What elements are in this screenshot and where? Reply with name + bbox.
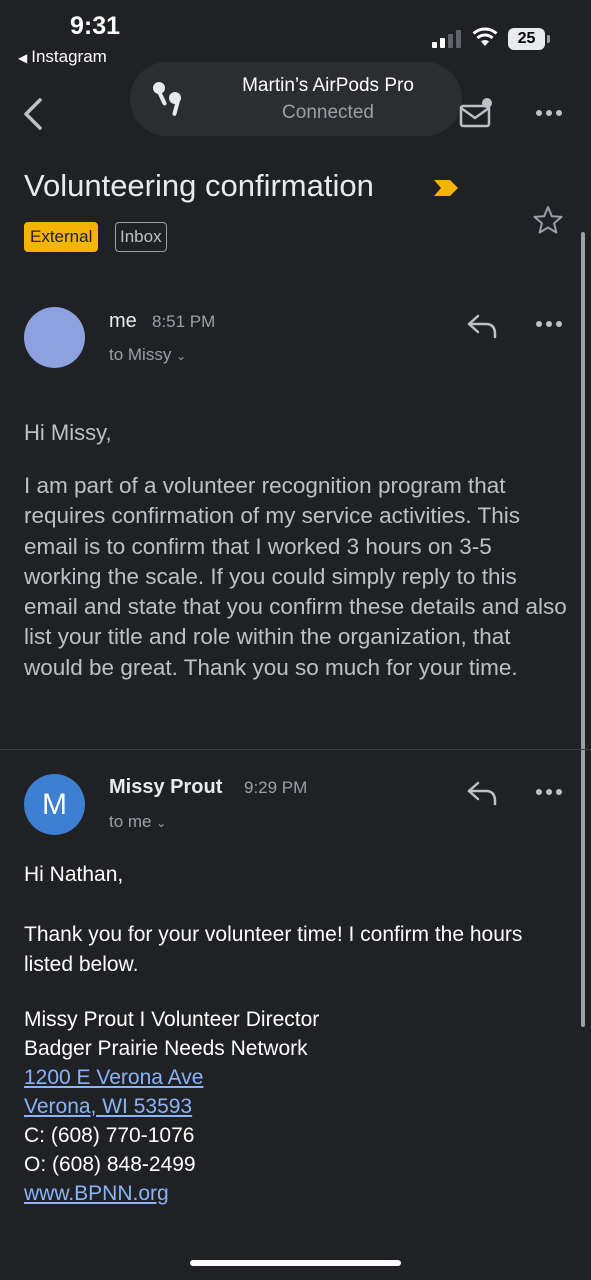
message-divider: [0, 749, 591, 750]
sender-name: Missy Prout: [109, 776, 223, 798]
signature-office-phone[interactable]: O: (608) 848-2499: [24, 1153, 196, 1176]
scrollbar[interactable]: [581, 232, 585, 1027]
airpods-icon: [148, 78, 188, 118]
airpods-status: Connected: [282, 102, 374, 123]
airpods-connected-banner[interactable]: [130, 62, 462, 136]
avatar[interactable]: [24, 307, 85, 368]
message-greeting: Hi Missy,: [24, 420, 112, 445]
chevron-down-icon: ⌄: [156, 816, 167, 830]
wifi-icon: [472, 27, 498, 47]
battery-level: 25: [508, 28, 545, 50]
signature-organization: Badger Prairie Needs Network: [24, 1037, 308, 1060]
battery-icon: [508, 28, 550, 50]
recipient-label: to Missy: [109, 345, 172, 364]
signature-cell-phone[interactable]: C: (608) 770-1076: [24, 1124, 195, 1147]
mark-unread-icon[interactable]: [458, 96, 494, 130]
email-signature: [24, 1005, 319, 1208]
important-marker-icon[interactable]: [432, 178, 460, 198]
star-icon[interactable]: [532, 204, 564, 236]
email-subject: Volunteering confirmation: [24, 168, 374, 203]
airpods-device-name: Martin’s AirPods Pro: [242, 75, 414, 96]
avatar[interactable]: M: [24, 774, 85, 835]
address-line2-link[interactable]: Verona, WI 53593: [24, 1095, 193, 1118]
message-time: 8:51 PM: [152, 312, 216, 331]
status-time: 9:31: [70, 12, 121, 40]
message-body: Thank you for your volunteer time! I confirm the hours listed below.: [24, 923, 523, 976]
cellular-signal-icon: [432, 30, 464, 48]
chevron-down-icon: ⌄: [176, 349, 187, 363]
website-link[interactable]: www.BPNN.org: [24, 1182, 169, 1205]
back-app-label: Instagram: [31, 47, 107, 66]
message-time: 9:29 PM: [244, 778, 308, 797]
recipient-label: to me: [109, 812, 152, 831]
sender-name: me: [109, 310, 137, 332]
address-line1-link[interactable]: 1200 E Verona Ave: [24, 1066, 204, 1089]
recipient-details-toggle[interactable]: [109, 812, 166, 832]
recipient-details-toggle[interactable]: [109, 345, 186, 365]
message-body: I am part of a volunteer recognition program that requires confirmation of my service activities. This email is to confirm that I worked 3 hours on 3-5 working the scale. If you could simply reply to this email and state that you confirm these details and also list your title and role within the organization, that would be great. Thank you so much for your time.: [24, 473, 567, 680]
back-triangle-icon: ◀: [18, 51, 28, 65]
reply-icon[interactable]: [466, 312, 498, 340]
reply-icon[interactable]: [466, 779, 498, 807]
label-inbox-badge[interactable]: Inbox: [115, 222, 167, 252]
message-greeting: Hi Nathan,: [24, 863, 124, 886]
signature-name-title: Missy Prout I Volunteer Director: [24, 1008, 320, 1031]
more-options-icon[interactable]: [533, 101, 565, 125]
back-arrow-icon[interactable]: [20, 96, 48, 132]
message-more-options-icon[interactable]: [533, 312, 565, 336]
back-to-app-link[interactable]: [18, 47, 107, 67]
home-indicator[interactable]: [190, 1260, 401, 1266]
label-external-badge: External: [24, 222, 98, 252]
message-more-options-icon[interactable]: [533, 780, 565, 804]
